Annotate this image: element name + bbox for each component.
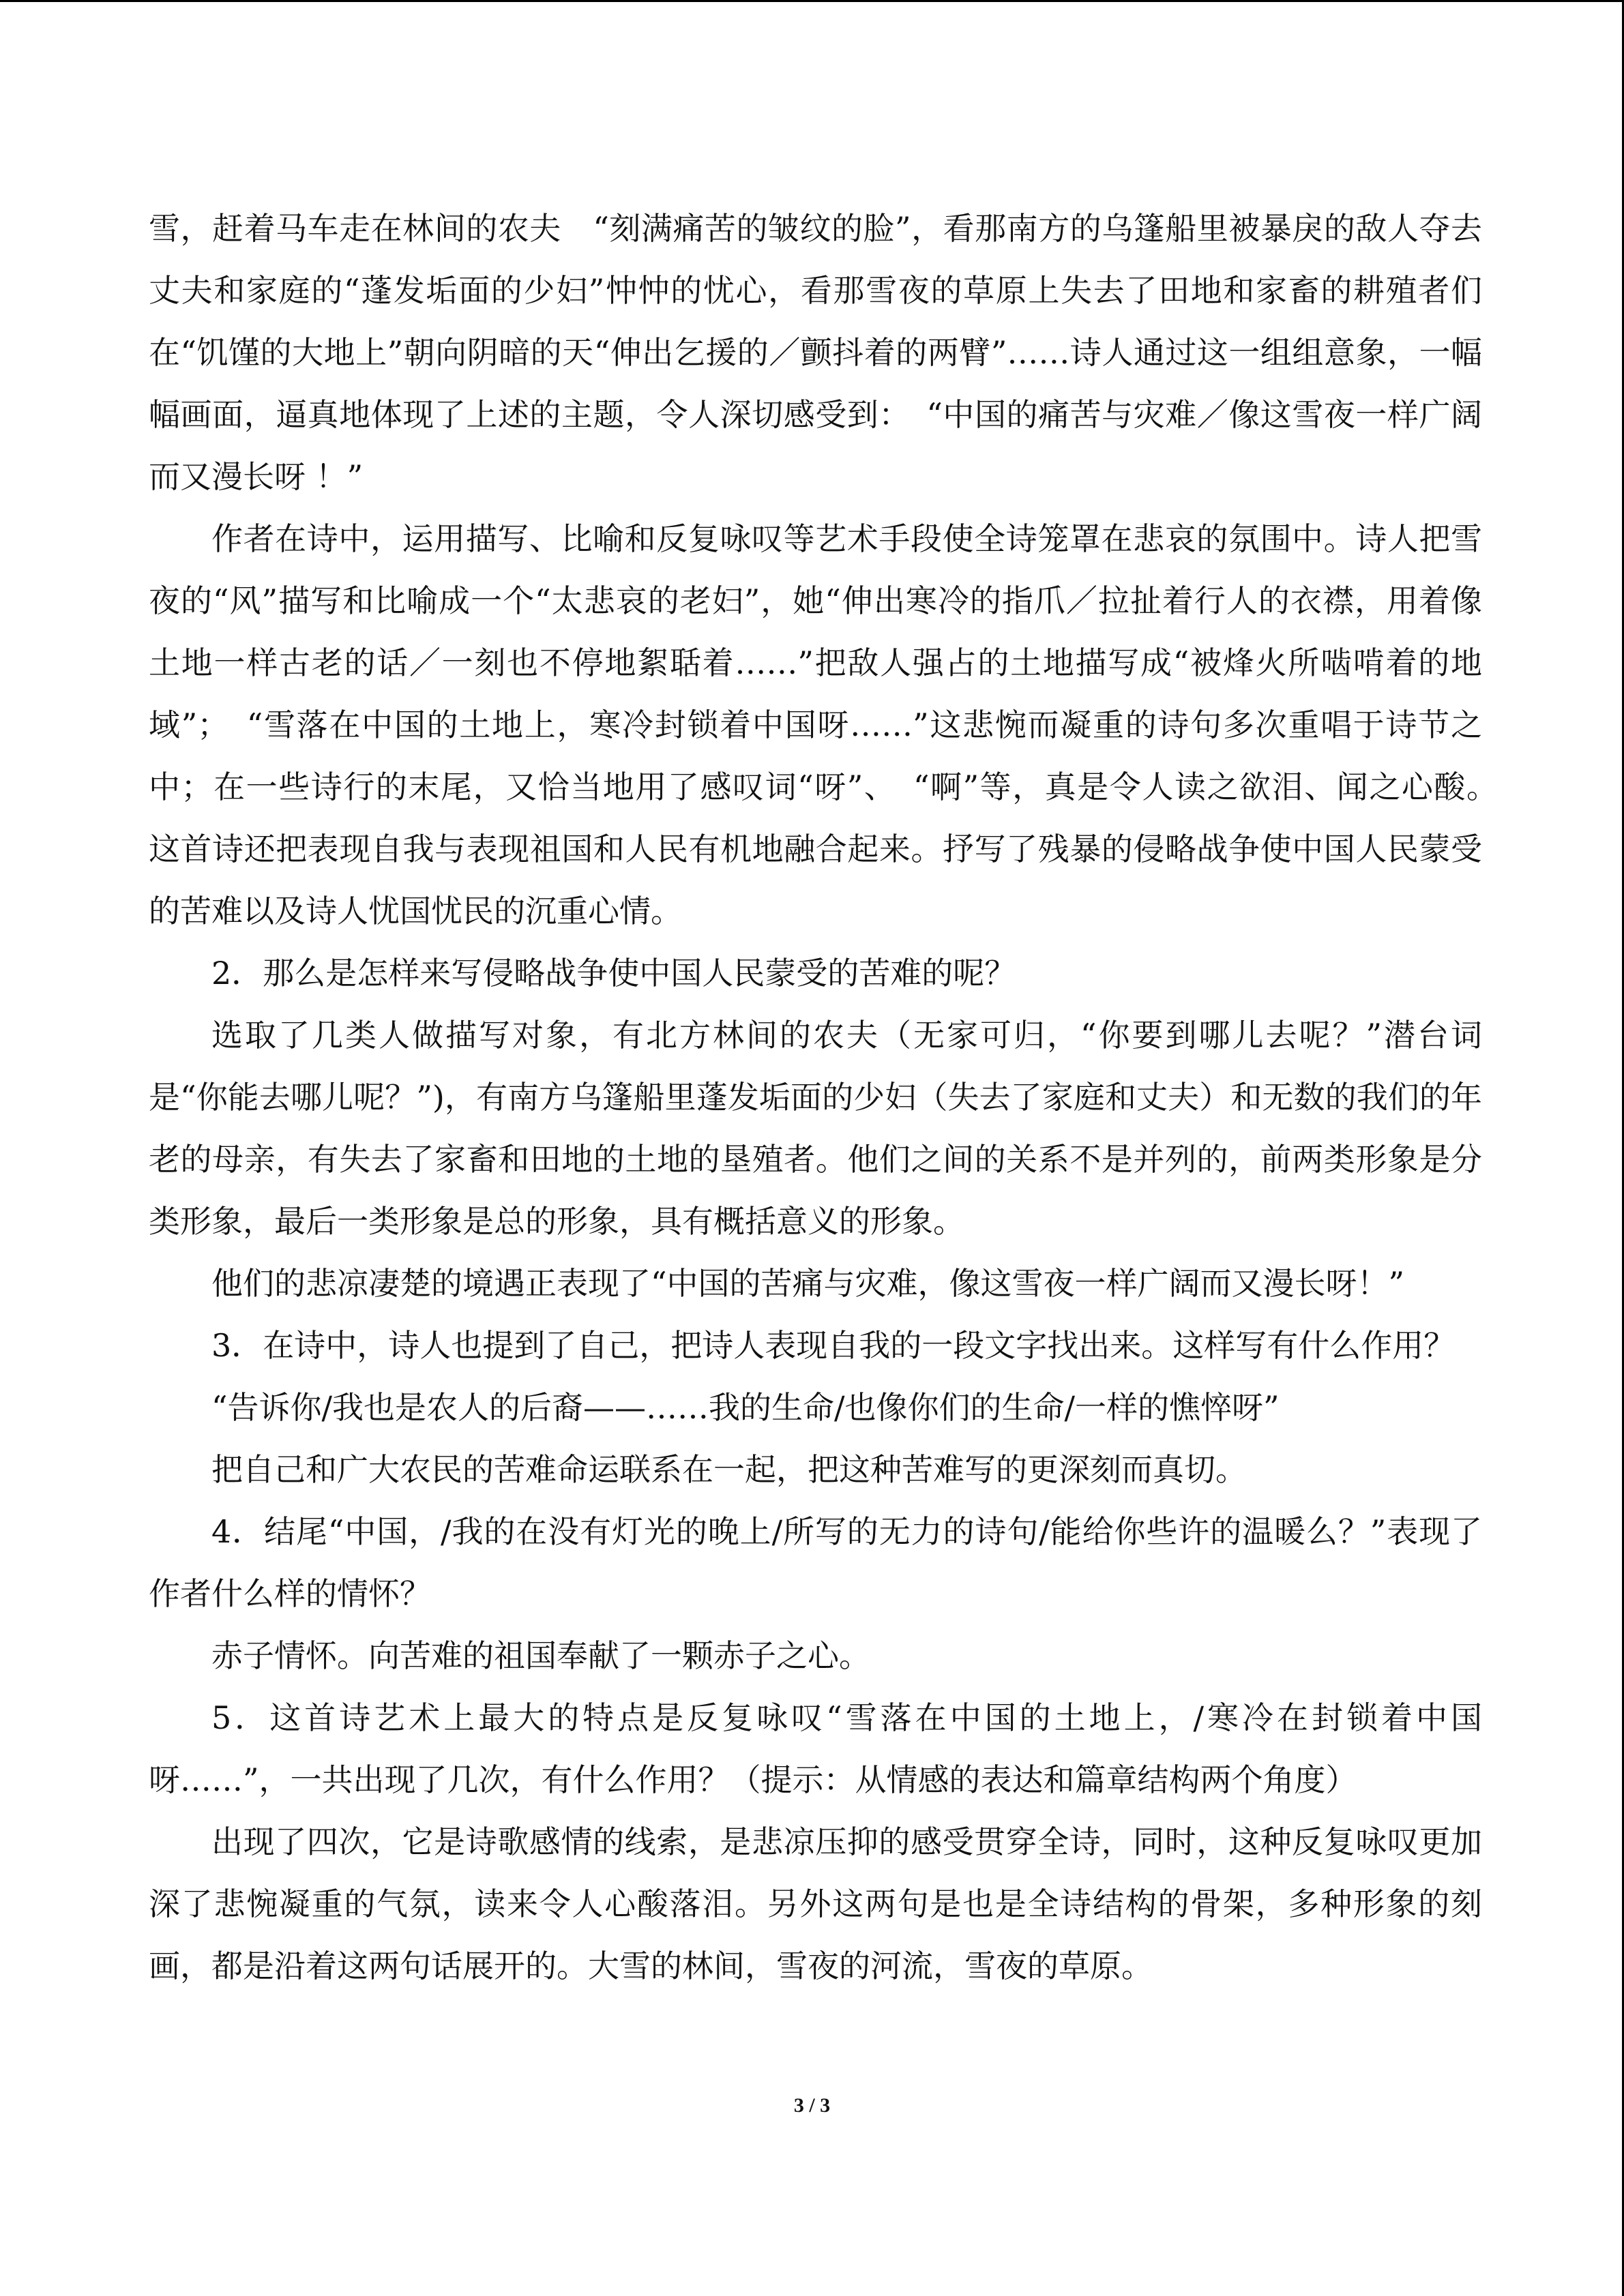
answer-3: 把自己和广大农民的苦难命运联系在一起，把这种苦难写的更深刻而真切。 [211, 1451, 1247, 1488]
paragraph-intro-continuation: 雪，赶着马车走在林间的农夫 “刻满痛苦的皱纹的脸”，看那南方的乌篷船里被暴戾的敌人夺去丈夫和家庭的“蓬发垢面的少妇”忡忡的忧心，看那雪夜的草原上失去了田地和家畜的耕殖者们在“饥馑的大地上”朝向阴暗的天“伸出乞援的／颤抖着的两臂”……诗人通过这一组组意象，一幅幅画面，逼真地体现了上述的主题，令人深切感受到： “中国的痛苦与灾难／像这雪夜一样广阔而又漫长呀 ！” [149, 210, 1482, 495]
answer-5: 出现了四次，它是诗歌感情的线索，是悲凉压抑的感受贯穿全诗，同时，这种反复咏叹更加深了悲惋凝重的气氛，读来令人心酸落泪。另外这两句是也是全诗结构的骨架，多种形象的刻画，都是沿着这两句话展开的。大雪的林间，雪夜的河流，雪夜的草原。 [149, 1823, 1482, 1984]
paragraph-artistic-analysis: 作者在诗中，运用描写、比喻和反复咏叹等艺术手段使全诗笼罩在悲哀的氛围中。诗人把雪夜的“风”描写和比喻成一个“太悲哀的老妇”，她“伸出寒冷的指爪／拉扯着行人的衣襟，用着像土地一样古老的话／一刻也不停地絮聒着……”把敌人强占的土地描写成“被烽火所啮啃着的地域”； “雪落在中国的土地上，寒冷封锁着中国呀……”这悲惋而凝重的诗句多次重唱于诗节之中；在一些诗行的末尾，又恰当地用了感叹词“呀”、 “啊”等，真是令人读之欲泪、闻之心酸。 这首诗还把表现自我与表现祖国和人民有机地融合起来。抒写了残暴的侵略战争使中国人民蒙受的苦难以及诗人忧国忧民的沉重心情。 [149, 520, 1514, 929]
question-5: 5．这首诗艺术上最大的特点是反复咏叹“雪落在中国的土地上，/寒冷在封锁着中国呀……”，一共出现了几次，有什么作用？（提示：从情感的表达和篇章结构两个角度） [149, 1699, 1482, 1798]
answer-2-conclusion: 他们的悲凉凄楚的境遇正表现了“中国的苦痛与灾难，像这雪夜一样广阔而又漫长呀！” [211, 1265, 1405, 1302]
question-3: 3．在诗中，诗人也提到了自己，把诗人表现自我的一段文字找出来。这样写有什么作用？ [211, 1327, 1456, 1364]
answer-2: 选取了几类人做描写对象，有北方林间的农夫（无家可归，“你要到哪儿去呢？”潜台词是“你能去哪儿呢？”)，有南方乌篷船里蓬发垢面的少妇（失去了家庭和丈夫）和无数的我们的年老的母亲，有失去了家畜和田地的土地的垦殖者。他们之间的关系不是并列的，前两类形象是分类形象，最后一类形象是总的形象，具有概括意义的形象。 [149, 1017, 1482, 1240]
question-2: 2．那么是怎样来写侵略战争使中国人民蒙受的苦难的呢？ [211, 955, 1016, 992]
answer-4: 赤子情怀。向苦难的祖国奉献了一颗赤子之心。 [211, 1637, 870, 1674]
answer-3-quote: “告诉你/我也是农人的后裔——……我的生命/也像你们的生命/一样的憔悴呀” [211, 1389, 1280, 1426]
page-number: 3 / 3 [793, 2094, 831, 2117]
question-4: 4．结尾“中国，/我的在没有灯光的晚上/所写的无力的诗句/能给你些许的温暖么？”表现了作者什么样的情怀？ [149, 1513, 1482, 1612]
document-body [149, 198, 1514, 1997]
